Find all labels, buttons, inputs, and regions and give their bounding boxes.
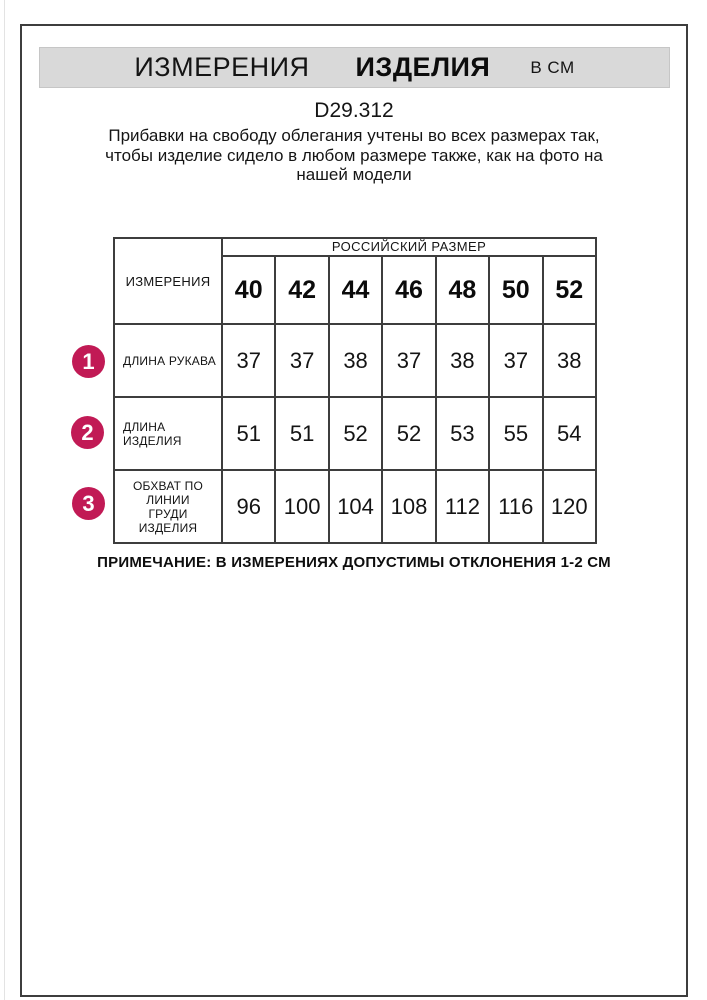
page-title-product: ИЗДЕЛИЯ — [355, 52, 491, 82]
row-label: ДЛИНА ИЗДЕЛИЯ — [114, 397, 222, 470]
cell-value: 100 — [275, 470, 328, 543]
cell-value: 53 — [436, 397, 489, 470]
size-col-header: 44 — [329, 256, 382, 324]
cell-value: 52 — [329, 397, 382, 470]
cell-value: 37 — [489, 324, 542, 397]
table-corner-label: ИЗМЕРЕНИЯ — [114, 238, 222, 324]
size-col-header: 42 — [275, 256, 328, 324]
cell-value: 116 — [489, 470, 542, 543]
cell-value: 51 — [275, 397, 328, 470]
cell-value: 96 — [222, 470, 275, 543]
size-group-header: РОССИЙСКИЙ РАЗМЕР — [222, 238, 596, 256]
cell-value: 37 — [382, 324, 435, 397]
cell-value: 54 — [543, 397, 596, 470]
size-col-header: 48 — [436, 256, 489, 324]
cell-value: 38 — [329, 324, 382, 397]
row-number-badge-2: 2 — [71, 416, 104, 449]
cell-value: 37 — [222, 324, 275, 397]
row-label: ОБХВАТ ПО ЛИНИИ ГРУДИ ИЗДЕЛИЯ — [114, 470, 222, 543]
title-band — [39, 47, 670, 88]
page-title-measurements: ИЗМЕРЕНИЯ — [134, 52, 310, 82]
cell-value: 108 — [382, 470, 435, 543]
fit-description: Прибавки на свободу облегания учтены во всех размерах так, чтобы изделие сидело в любом размере также, как на фото на нашей модели — [105, 126, 603, 184]
cell-value: 55 — [489, 397, 542, 470]
cell-value: 37 — [275, 324, 328, 397]
row-number-badge-3: 3 — [72, 487, 105, 520]
cell-value: 120 — [543, 470, 596, 543]
product-code: D29.312 — [314, 99, 394, 122]
size-table — [113, 237, 597, 544]
row-label: ДЛИНА РУКАВА — [114, 324, 222, 397]
table-row-sleeve-length — [114, 324, 596, 397]
size-col-header: 40 — [222, 256, 275, 324]
size-col-header: 46 — [382, 256, 435, 324]
cell-value: 38 — [436, 324, 489, 397]
size-col-header: 52 — [543, 256, 596, 324]
tolerance-note: ПРИМЕЧАНИЕ: В ИЗМЕРЕНИЯХ ДОПУСТИМЫ ОТКЛОНЕНИЯ 1-2 СМ — [97, 554, 611, 571]
table-row-garment-length — [114, 397, 596, 470]
page-title-unit: В СМ — [530, 57, 575, 77]
cell-value: 52 — [382, 397, 435, 470]
table-header-group-row — [114, 238, 596, 256]
cell-value: 51 — [222, 397, 275, 470]
table-row-chest-girth — [114, 470, 596, 543]
size-col-header: 50 — [489, 256, 542, 324]
scan-edge-artifact — [4, 0, 5, 1000]
cell-value: 112 — [436, 470, 489, 543]
cell-value: 38 — [543, 324, 596, 397]
cell-value: 104 — [329, 470, 382, 543]
row-number-badge-1: 1 — [72, 345, 105, 378]
